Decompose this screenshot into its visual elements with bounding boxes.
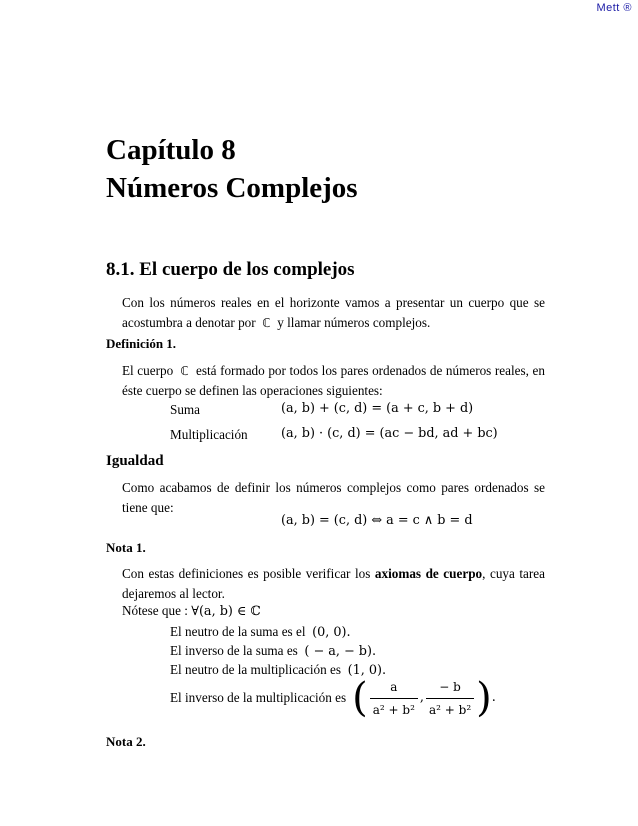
item-text: El neutro de la multiplicación es — [170, 662, 342, 677]
item-math: (0, 0). — [312, 625, 351, 640]
operation-formula-suma: (a, b) + (c, d) = (a + c, b + d) — [281, 401, 474, 416]
notese-text: Nótese que : — [122, 603, 188, 618]
fraction-imag — [426, 677, 474, 720]
right-paren: ) — [476, 675, 492, 721]
definition-text-after: está formado por todos los pares ordenados de números reales, en éste cuerpo se definen las operaciones siguientes: — [122, 363, 545, 398]
notese-math: ∀(a, b) ∈ ℂ — [191, 604, 261, 619]
complex-symbol: ℂ — [180, 364, 189, 378]
nota2-label: Nota 2. — [106, 734, 146, 749]
igualdad-formula: (a, b) = (c, d) ⇔ a = c ∧ b = d — [281, 513, 473, 528]
item-text: El inverso de la multiplicación es — [170, 690, 347, 705]
fraction-denominator: a² + b² — [370, 698, 418, 720]
fraction-numerator: − b — [439, 679, 461, 694]
intro-text-before: Con los números reales en el horizonte vamos a presentar un cuerpo que se acostumbra a denotar por — [122, 295, 545, 330]
inverse-end: . — [491, 690, 496, 705]
chapter-number: Capítulo 8 — [106, 134, 236, 166]
fraction-denominator: a² + b² — [426, 698, 474, 720]
igualdad-heading: Igualdad — [106, 453, 164, 469]
complex-symbol: ℂ — [262, 316, 271, 330]
nota-item-neutro-suma — [170, 622, 351, 643]
item-text: El neutro de la suma es el — [170, 624, 306, 639]
nota-item-inverso-suma — [170, 641, 376, 662]
watermark: Mett ® — [596, 2, 632, 14]
left-paren: ( — [352, 675, 368, 721]
nota1-text-after: , cuya tarea dejaremos al lector. — [122, 566, 546, 601]
nota1-text-before: Con estas definiciones es posible verificar los — [122, 566, 371, 581]
nota1-label: Nota 1. — [106, 540, 146, 555]
intro-paragraph — [122, 293, 545, 333]
item-math: ( − a, − b). — [304, 644, 377, 659]
intro-text-after: y llamar números complejos. — [277, 315, 431, 330]
notese-line — [122, 601, 261, 622]
operation-name-multiplicacion: Multiplicación — [170, 427, 248, 442]
fraction-comma: , — [419, 690, 424, 705]
operation-formula-multiplicacion: (a, b) · (c, d) = (ac − bd, ad + bc) — [281, 426, 498, 441]
igualdad-paragraph: Como acabamos de definir los números complejos como pares ordenados se tiene que: — [122, 480, 545, 515]
section-title: 8.1. El cuerpo de los complejos — [106, 259, 355, 280]
item-text: El inverso de la suma es — [170, 643, 298, 658]
nota-item-inverso-multiplicacion — [170, 676, 496, 720]
operation-name-suma: Suma — [170, 402, 201, 417]
nota1-bold-term: axiomas de cuerpo — [374, 566, 483, 581]
definition-text-before: El cuerpo — [122, 363, 174, 378]
fraction-real — [370, 677, 418, 720]
nota1-paragraph — [122, 564, 545, 604]
item-math: (1, 0). — [347, 663, 387, 678]
chapter-title: Números Complejos — [106, 172, 358, 204]
definition-label: Definición 1. — [106, 336, 177, 351]
definition-paragraph — [122, 361, 545, 401]
fraction-numerator: a — [390, 679, 398, 694]
